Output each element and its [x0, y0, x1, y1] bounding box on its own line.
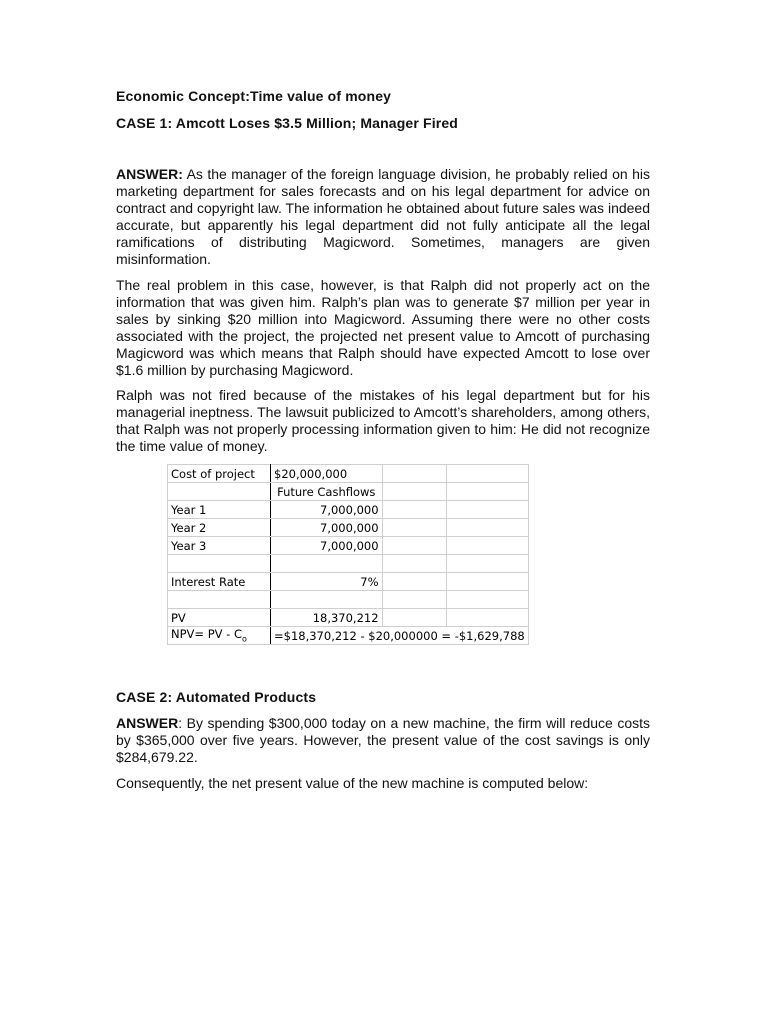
future-cashflows-header: Future Cashflows: [271, 483, 383, 501]
interest-rate-value: 7%: [271, 573, 383, 591]
table-row: [168, 537, 529, 555]
case1-answer-paragraph: [116, 166, 650, 267]
npv-formula: =$18,370,212 - $20,000000 = -$1,629,788: [271, 627, 529, 645]
year-label: Year 3: [168, 537, 271, 555]
year-label: Year 1: [168, 501, 271, 519]
year-value: 7,000,000: [271, 519, 383, 537]
case2-answer-label: ANSWER: [116, 715, 179, 731]
npv-label: NPV= PV - $C_o$: [168, 627, 271, 645]
cost-value: $20,000,000: [271, 465, 383, 483]
case2-answer-paragraph: [116, 715, 650, 766]
table-row: [168, 519, 529, 537]
pv-value: 18,370,212: [271, 609, 383, 627]
case2-paragraph-2: Consequently, the net present value of the new machine is computed below:: [116, 775, 589, 791]
table-row: [168, 627, 529, 645]
case1-answer-label: ANSWER:: [116, 166, 183, 182]
cost-label: Cost of project: [168, 465, 271, 483]
year-value: 7,000,000: [271, 501, 383, 519]
case1-paragraph-2: The real problem in this case, however, is that Ralph did not properly act on the information that was given him. Ralph’s plan was to generate $7 million per year in sales by sinking $20 million into Magicword. Assuming there were no other costs associated with the project, the projected net present value to Amcott of purchasing Magicword was which means that Ralph should have expected Amcott to lose over $1.6 million by purchasing Magicword.: [116, 277, 650, 378]
table-row: [168, 483, 529, 501]
case1-paragraph-3: Ralph was not fired because of the mistakes of his legal department but for his managerial ineptness. The lawsuit publicized to Amcott’s shareholders, among others, that Ralph was not properly processing information given to him: He did not recognize the time value of money.: [116, 387, 650, 454]
npv-table: [167, 464, 529, 645]
case1-para1-text: As the manager of the foreign language division, he probably relied on his marketing department for sales forecasts and on his legal department for advice on contract and copyright law. The information he obtained about future sales was indeed accurate, but apparently his legal department did not fully anticipate all the legal ramifications of distributing Magicword. Sometimes, managers are given misinformation.: [116, 166, 650, 267]
table-row: [168, 501, 529, 519]
concept-heading: Economic Concept:Time value of money: [116, 88, 392, 104]
case1-title: CASE 1: Amcott Loses $3.5 Million; Manager Fired: [116, 115, 458, 131]
case2-title: CASE 2: Automated Products: [116, 689, 317, 705]
year-label: Year 2: [168, 519, 271, 537]
table-row: [168, 573, 529, 591]
table-row: [168, 609, 529, 627]
year-value: 7,000,000: [271, 537, 383, 555]
table-row: [168, 591, 529, 609]
case2-para1-text: : By spending $300,000 today on a new machine, the firm will reduce costs by $365,000 over five years. However, the present value of the cost savings is only $284,679.22.: [116, 715, 650, 765]
table-row: [168, 465, 529, 483]
interest-rate-label: Interest Rate: [168, 573, 271, 591]
pv-label: PV: [168, 609, 271, 627]
table-row: [168, 555, 529, 573]
